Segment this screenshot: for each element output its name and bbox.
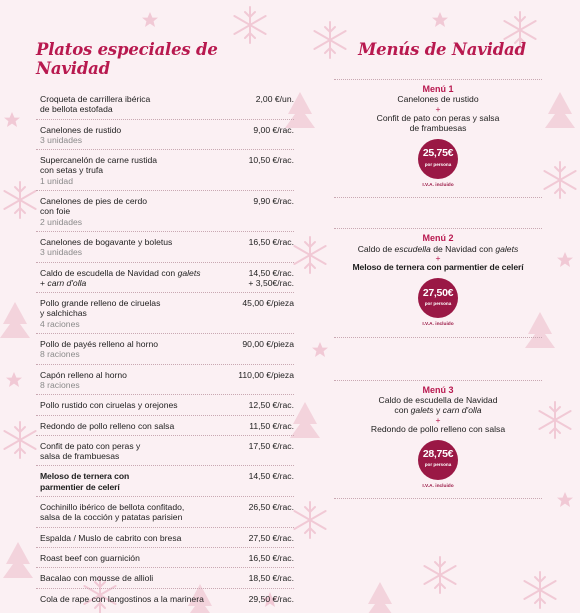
vat-note: I.V.A. incluido — [422, 322, 454, 328]
dish-name-line: Caldo de escudella de Navidad con galets — [40, 267, 201, 278]
dish-price — [249, 553, 294, 563]
dish-name — [40, 533, 205, 543]
dish-row — [36, 370, 294, 396]
menu-plus: + — [435, 253, 441, 264]
dish-price-line: 18,50 €/rac. — [248, 573, 294, 584]
dish-price-line: 26,50 €/rac. — [248, 502, 294, 513]
dish-price-line: 45,00 €/pieza — [242, 298, 294, 309]
dish-name-line: Meloso de ternera con — [40, 471, 130, 482]
dish-name — [40, 441, 205, 462]
dish-row — [36, 400, 294, 415]
dish-row — [36, 94, 294, 120]
menu-plus: + — [435, 103, 441, 114]
dish-price — [249, 533, 294, 543]
dish-price — [253, 196, 294, 206]
menu-price: 25,75€ — [422, 147, 454, 160]
dish-row — [36, 594, 294, 608]
dish-row — [36, 339, 294, 365]
dish-price — [249, 155, 294, 165]
menu-card-2 — [334, 228, 542, 337]
dish-name — [40, 370, 205, 391]
dish-name — [40, 268, 205, 289]
dish-name-line: Redondo de pollo relleno con salsa — [40, 420, 175, 431]
vat-note: I.V.A. incluido — [422, 183, 454, 189]
dish-portion-note: 2 unidades — [40, 216, 83, 227]
dish-name-line: de bellota estofada — [40, 104, 113, 115]
dish-row — [36, 155, 294, 191]
dish-name-line: Roast beef con guarnición — [40, 552, 140, 563]
dish-name-line: Canelones de pies de cerdo — [40, 196, 148, 207]
menu-dish: Redondo de pollo relleno con salsa — [370, 423, 506, 434]
dish-row — [36, 471, 294, 497]
menu-title: Menú 3 — [422, 384, 454, 395]
christmas-menus-title: Menús de Navidad — [358, 40, 526, 59]
dish-row — [36, 237, 294, 263]
dish-name — [40, 471, 205, 492]
dish-price — [253, 125, 294, 135]
dish-price-line: 14,50 €/rac. — [248, 471, 294, 482]
dish-price-line: 2,00 €/un. — [255, 94, 294, 104]
dish-row — [36, 268, 294, 294]
menu-title: Menú 1 — [422, 84, 454, 94]
special-dishes-title: Platos especiales de Navidad — [36, 40, 218, 78]
dish-price-line: 14,50 €/rac. — [248, 267, 294, 278]
dish-row — [36, 573, 294, 588]
dish-price-line: 11,50 €/rac. — [249, 420, 294, 431]
dish-price — [249, 441, 294, 451]
dish-row — [36, 421, 294, 436]
dish-name — [40, 125, 205, 146]
dish-portion-note: 8 raciones — [40, 349, 80, 360]
per-person-label: por persona — [424, 462, 452, 468]
dish-name-line: Cochinillo ibérico de bellota confitado, — [40, 502, 185, 513]
special-dishes-section — [36, 40, 294, 613]
dish-price-line: 17,50 €/rac. — [248, 440, 294, 451]
dish-name-line: Bacalao con mousse de allioli — [40, 573, 154, 584]
dish-portion-note: 4 raciones — [40, 318, 80, 329]
dish-price-line: 16,50 €/rac. — [248, 552, 294, 563]
menu-card-3 — [334, 380, 542, 499]
dish-name — [40, 155, 205, 186]
dish-row — [36, 441, 294, 467]
menu-dish: Confit de pato con peras y salsa — [376, 112, 500, 123]
dish-price — [238, 370, 294, 380]
dish-price-line: 110,00 €/pieza — [238, 369, 294, 380]
menu-dish-text: Caldo de escudella de Navidad con galets — [357, 243, 519, 254]
dish-name — [40, 400, 205, 410]
dish-row — [36, 533, 294, 548]
dish-name-line: Pollo de payés relleno al horno — [40, 339, 159, 350]
dish-price-line: 29,50 €/rac. — [248, 593, 294, 604]
dish-price-line: 9,90 €/rac. — [253, 196, 294, 207]
dish-price — [249, 237, 294, 247]
dish-name-line: con foie — [40, 206, 71, 217]
dish-price — [249, 471, 294, 481]
dish-name-line: con setas y trufa — [40, 165, 104, 176]
menu-dish: Caldo de escudella de Navidad — [378, 394, 498, 405]
dish-name — [40, 421, 205, 431]
dish-list — [36, 94, 294, 608]
dish-price-line: + 3,50€/rac. — [248, 277, 294, 288]
dish-name-line: Capón relleno al horno — [40, 369, 127, 380]
dish-name — [40, 196, 205, 227]
dish-row — [36, 298, 294, 334]
per-person-label: por persona — [424, 300, 452, 306]
dish-price — [242, 339, 294, 349]
dish-name — [40, 298, 205, 329]
dish-name-line: Pollo rustido con ciruelas y orejones — [40, 400, 178, 411]
dish-price-line: 90,00 €/pieza — [242, 339, 294, 350]
dish-name — [40, 94, 205, 115]
dish-name-line: Supercanelón de carne rustida — [40, 155, 158, 166]
dish-name-line: salsa de la cocción y patatas parisien — [40, 512, 183, 523]
menu-title: Menú 2 — [422, 233, 454, 244]
dish-price-line: 12,50 €/rac. — [248, 400, 294, 411]
dish-price — [242, 298, 294, 308]
dish-price — [249, 573, 294, 583]
dish-price — [256, 94, 294, 104]
menu-dish: Canelones de rustido — [397, 94, 479, 105]
dish-price — [249, 502, 294, 512]
dish-name — [40, 573, 205, 583]
dish-name — [40, 339, 205, 360]
menu-plus: + — [435, 414, 441, 425]
dish-row — [36, 553, 294, 568]
dish-row — [36, 196, 294, 232]
dish-name-line: Pollo grande relleno de ciruelas — [40, 298, 161, 309]
dish-name-line: Canelones de rustido — [40, 124, 122, 135]
dish-price — [248, 268, 294, 289]
menu-dish: con galets y carn d'olla — [394, 405, 482, 416]
dish-row — [36, 502, 294, 528]
dish-name-line: y salchichas — [40, 308, 87, 319]
dish-name-line: parmentier de celerí — [40, 481, 120, 492]
vat-note: I.V.A. incluido — [422, 483, 454, 489]
menu-dish: Meloso de ternera con parmentier de celerí — [352, 262, 524, 273]
dish-name-line: Espalda / Muslo de cabrito con bresa — [40, 532, 182, 543]
dish-price — [249, 400, 294, 410]
dish-name — [40, 553, 205, 563]
dish-price-line: 27,50 €/rac. — [248, 532, 294, 543]
menu-price: 27,50€ — [422, 286, 454, 299]
dish-name-line: Canelones de bogavante y boletus — [40, 236, 173, 247]
dish-price — [249, 421, 294, 431]
christmas-menus-section — [334, 40, 542, 499]
dish-portion-note: 8 raciones — [40, 379, 80, 390]
dish-price-line: 16,50 €/rac. — [248, 236, 294, 247]
dish-name — [40, 502, 205, 523]
price-badge — [418, 139, 458, 179]
menu-dish: de frambuesas — [409, 122, 467, 133]
dish-portion-note: 3 unidades — [40, 247, 83, 258]
dish-name — [40, 237, 205, 258]
dish-name-line: Croqueta de carrillera ibérica — [40, 94, 151, 104]
dish-price-line: 9,00 €/rac. — [253, 124, 294, 135]
dish-name — [40, 594, 205, 604]
dish-name-line: Confit de pato con peras y — [40, 440, 141, 451]
price-badge — [418, 278, 458, 318]
per-person-label: por persona — [424, 161, 452, 167]
dish-portion-note: 3 unidades — [40, 134, 83, 145]
menu-card-1 — [334, 79, 542, 198]
dish-name-line: + carn d'olla — [40, 277, 87, 288]
dish-price-line: 10,50 €/rac. — [248, 155, 294, 166]
dish-price — [249, 594, 294, 604]
dish-row — [36, 125, 294, 151]
dish-portion-note: 1 unidad — [40, 175, 73, 186]
dish-name-line: Cola de rape con langostinos a la marinera — [40, 593, 204, 604]
price-badge — [418, 440, 458, 480]
menu-price: 28,75€ — [422, 448, 454, 461]
dish-name-line: salsa de frambuesas — [40, 451, 120, 462]
